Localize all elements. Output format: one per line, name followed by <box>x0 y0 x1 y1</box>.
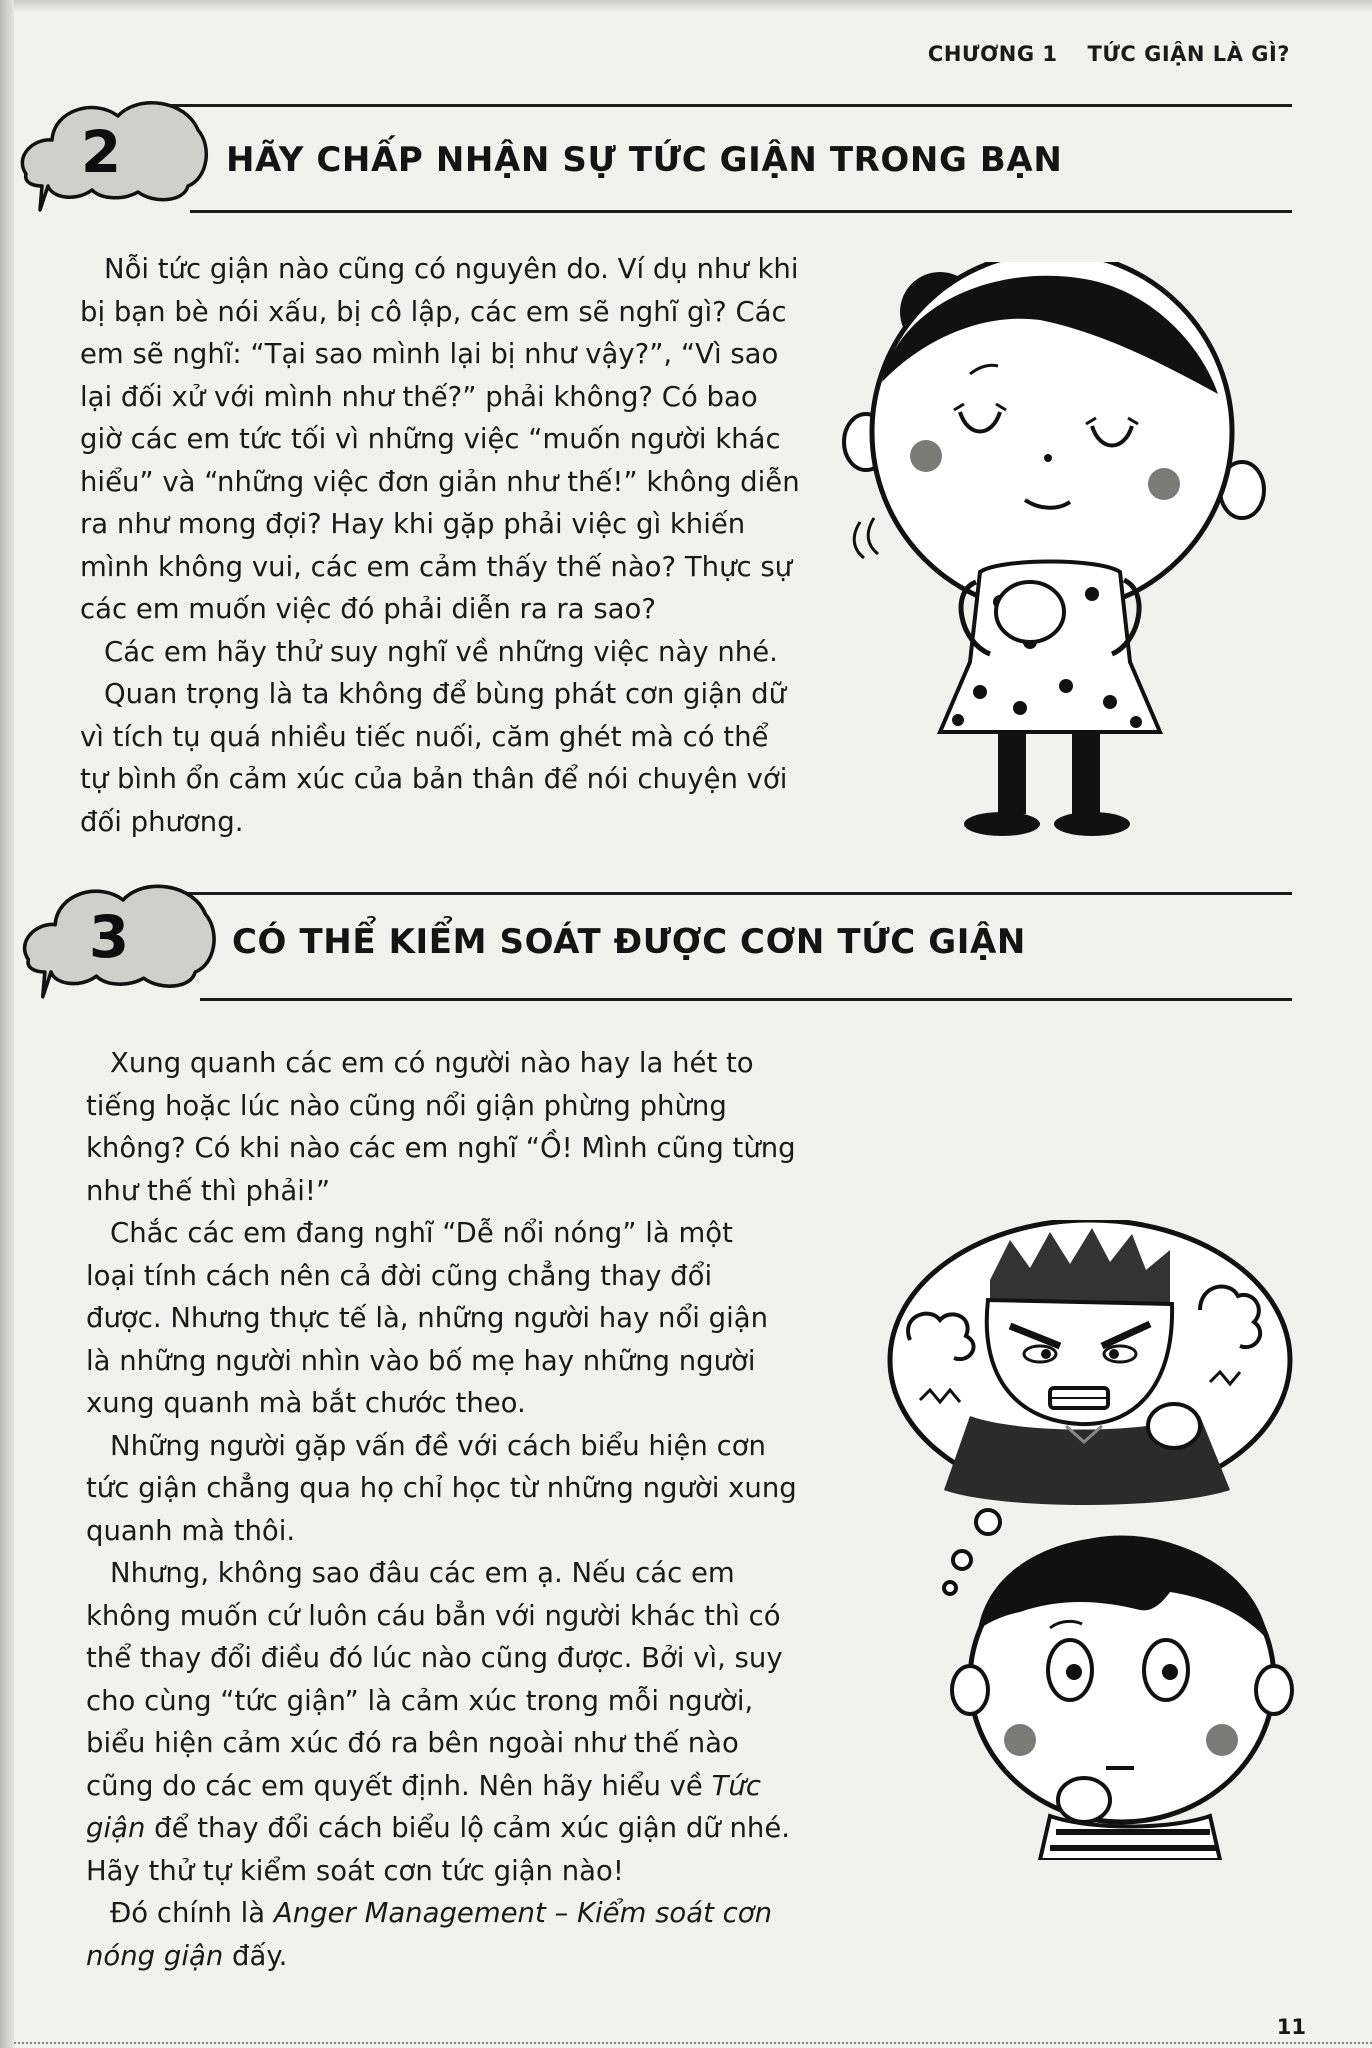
paragraph-line: các em muốn việc đó phải diễn ra ra sao? <box>80 593 656 625</box>
paragraph-line: thể thay đổi điều đó lúc nào cũng được. Bởi vì, suy <box>86 1642 783 1674</box>
section2-body <box>80 248 840 843</box>
paragraph-line: tức giận chẳng qua họ chỉ học từ những người xung <box>86 1472 797 1504</box>
paragraph-line <box>86 1935 846 1978</box>
paragraph-line: giờ các em tức tối vì những việc “muốn người khác <box>80 423 781 455</box>
paragraph-line: lại đối xử với mình như thế?” phải không? Có bao <box>80 380 758 413</box>
paragraph-line: Nhưng, không sao đâu các em ạ. Nếu các em <box>110 1557 735 1589</box>
paragraph-line <box>86 1765 846 1808</box>
emphasis-text: Anger Management – Kiểm soát cơn <box>273 1897 772 1929</box>
bottom-dotted-rule <box>14 2042 1372 2046</box>
paragraph-line: vì tích tụ quá nhiều tiếc nuối, căm ghét mà có thể <box>80 720 769 753</box>
section2-bottom-rule <box>190 210 1292 213</box>
section3-body <box>86 1042 846 1977</box>
paragraph-line: ra như mong đợi? Hay khi gặp phải việc gì khiến <box>80 508 746 540</box>
paragraph-line: Quan trọng là ta không để bùng phát cơn giận dữ <box>104 678 787 710</box>
paragraph-line: không? Có khi nào các em nghĩ “Ồ! Mình cũng từng <box>86 1132 796 1164</box>
section3-number: 3 <box>88 903 130 971</box>
paragraph-line: bị bạn bè nói xấu, bị cô lập, các em sẽ nghĩ gì? Các <box>80 295 787 328</box>
page-number: 11 <box>1276 2015 1306 2039</box>
paragraph-line: như thế thì phải!” <box>86 1174 331 1207</box>
emphasis-text: nóng giận <box>86 1939 224 1972</box>
running-head-chapter: CHƯƠNG 1 <box>927 42 1058 66</box>
paragraph-line: xung quanh mà bắt chước theo. <box>86 1387 526 1419</box>
emphasis-text: giận <box>86 1812 146 1844</box>
section2-top-rule <box>140 104 1292 107</box>
girl-illustration <box>830 262 1270 842</box>
paragraph-line: quanh mà thôi. <box>86 1514 296 1547</box>
section2-number: 2 <box>80 118 122 186</box>
running-head <box>928 42 1290 66</box>
paragraph-line: Nỗi tức giận nào cũng có nguyên do. Ví dụ như khi <box>104 253 799 285</box>
paragraph-line: Hãy thử tự kiểm soát cơn tức giận nào! <box>86 1854 624 1887</box>
paragraph-line: loại tính cách nên cả đời cũng chẳng thay đổi <box>86 1259 713 1292</box>
paragraph-line: được. Nhưng thực tế là, những người hay nổi giận <box>86 1302 769 1334</box>
paragraph-line: là những người nhìn vào bố mẹ hay những người <box>86 1344 756 1377</box>
paragraph-line: không muốn cứ luôn cáu bẳn với người khác thì có <box>86 1599 781 1632</box>
paragraph-line: em sẽ nghĩ: “Tại sao mình lại bị như vậy?”, “Vì sao <box>80 338 779 370</box>
emphasis-text: Tức <box>711 1769 761 1802</box>
running-head-title: TỨC GIẬN LÀ GÌ? <box>1087 42 1290 66</box>
paragraph-line: mình không vui, các em cảm thấy thế nào? Thực sự <box>80 550 793 583</box>
paragraph-line: biểu hiện cảm xúc đó ra bên ngoài như thế nào <box>86 1727 739 1759</box>
paragraph-line: đối phương. <box>80 805 244 838</box>
page-binding-edge <box>0 0 14 2048</box>
paragraph-line: Các em hãy thử suy nghĩ về những việc này nhé. <box>104 635 778 668</box>
thinking-boy-illustration <box>870 1220 1310 1860</box>
text-run: để thay đổi cách biểu lộ cảm xúc giận dữ nhé. <box>154 1812 790 1844</box>
section2-title: HÃY CHẤP NHẬN SỰ TỨC GIẬN TRONG BẠN <box>226 140 1063 180</box>
paragraph-line: hiểu” và “những việc đơn giản như thế!” không diễn <box>80 465 800 498</box>
text-run: Đó chính là <box>110 1897 266 1929</box>
text-run: cũng do các em quyết định. Nên hãy hiểu về <box>86 1769 703 1802</box>
paragraph-line <box>86 1892 846 1935</box>
text-run: đấy. <box>232 1939 288 1972</box>
section3-bottom-rule <box>200 998 1292 1001</box>
paragraph-line: Những người gặp vấn đề với cách biểu hiện cơn <box>110 1429 766 1462</box>
paragraph-line: tiếng hoặc lúc nào cũng nổi giận phừng phừng <box>86 1089 727 1122</box>
paragraph-line: tự bình ổn cảm xúc của bản thân để nói chuyện với <box>80 763 788 795</box>
section3-top-rule <box>160 892 1292 895</box>
paragraph-line: Xung quanh các em có người nào hay la hét to <box>110 1047 754 1079</box>
page-top-shadow <box>0 0 1372 12</box>
section3-title: CÓ THỂ KIỂM SOÁT ĐƯỢC CƠN TỨC GIẬN <box>232 922 1026 962</box>
paragraph-line: Chắc các em đang nghĩ “Dễ nổi nóng” là một <box>110 1217 733 1249</box>
paragraph-line <box>86 1807 846 1850</box>
paragraph-line: cho cùng “tức giận” là cảm xúc trong mỗi người, <box>86 1684 754 1717</box>
